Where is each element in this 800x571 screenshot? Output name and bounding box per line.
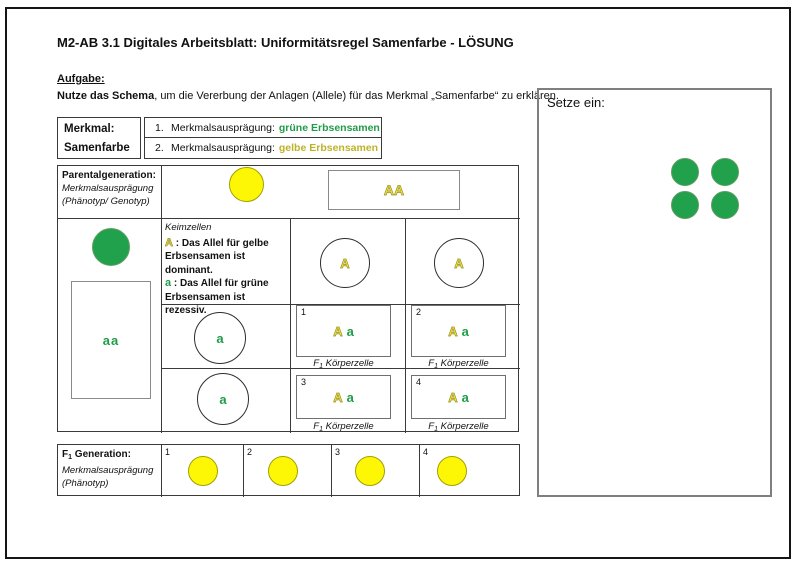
f1-title: $F_1$ Generation: <box>62 449 131 461</box>
grid-line <box>290 218 291 433</box>
grid-line <box>161 166 162 433</box>
gamete-circle-A-1[interactable] <box>320 238 370 288</box>
merkmal-items-box <box>144 117 382 159</box>
zelle-allele-a[interactable]: a <box>346 389 354 405</box>
gamete-allele-a: a <box>219 391 227 407</box>
f1-pea-yellow-3[interactable] <box>355 456 385 486</box>
merkmal-header-cell <box>57 117 141 159</box>
green-pea-token-2[interactable] <box>711 158 739 186</box>
f1-generation-table <box>57 444 520 496</box>
merkmal-value: Samenfarbe <box>64 142 130 154</box>
grid-line <box>405 218 406 433</box>
koerperzelle-caption: $F_1$ Körperzelle <box>428 421 489 433</box>
merkmal-label: Merkmal: <box>64 123 115 135</box>
legend-dominant <box>165 237 289 278</box>
setze-ein-title: Setze ein: <box>547 95 605 110</box>
legend-recessive-text: : Das Allel für grüne Erbsensamen ist rezessiv. <box>165 278 269 316</box>
green-pea-token-1[interactable] <box>671 158 699 186</box>
zelle-allele-a[interactable]: a <box>346 323 354 339</box>
gamete-allele-A: A <box>454 255 464 271</box>
grid-line <box>161 445 162 497</box>
legend-recessive <box>165 277 289 318</box>
green-pea-token-3[interactable] <box>671 191 699 219</box>
task-text-rest: , um die Vererbung der Anlagen (Allele) für das Merkmal „Samenfarbe“ zu erklären. <box>154 90 559 102</box>
parental-pea-yellow <box>229 167 264 202</box>
keimzellen-legend <box>165 221 289 318</box>
parental-title: Parentalgeneration: <box>62 170 156 181</box>
grid-line <box>243 445 244 497</box>
worksheet-title: M2-AB 3.1 Digitales Arbeitsblatt: Uniformitätsregel Samenfarbe - LÖSUNG <box>57 35 514 50</box>
zelle-allele-A[interactable]: A <box>333 389 343 405</box>
task-heading: Aufgabe: <box>57 73 105 85</box>
item-label: Merkmalsausprägung: <box>171 121 275 134</box>
parental-pea-green <box>92 228 130 266</box>
parental-sub1: Merkmalsausprägung <box>62 183 154 194</box>
trait-value-yellow: gelbe Erbsensamen <box>278 142 379 154</box>
parental-genotype-box[interactable] <box>328 170 460 210</box>
genotype-aa[interactable]: aa <box>102 332 120 348</box>
f1-cell-number: 1 <box>165 447 171 457</box>
f1-cell-number: 4 <box>423 447 429 457</box>
f1-pea-yellow-1[interactable] <box>188 456 218 486</box>
green-genotype-box[interactable] <box>71 281 151 399</box>
green-pea-token-4[interactable] <box>711 191 739 219</box>
setze-ein-panel <box>537 88 772 497</box>
gamete-circle-A-2[interactable] <box>434 238 484 288</box>
zelle-allele-A[interactable]: A <box>448 389 458 405</box>
koerperzelle-box-2[interactable] <box>411 305 506 357</box>
keimzellen-heading: Keimzellen <box>165 222 212 233</box>
merkmal-item-1 <box>145 118 381 138</box>
gamete-circle-a-1[interactable] <box>194 312 246 364</box>
item-label: Merkmalsausprägung: <box>171 142 275 154</box>
f1-cell-number: 2 <box>247 447 253 457</box>
zelle-allele-a[interactable]: a <box>461 323 469 339</box>
legend-dominant-text: : Das Allel für gelbe Erbsensamen ist dominant. <box>165 237 269 276</box>
f1-pea-yellow-4[interactable] <box>437 456 467 486</box>
koerperzelle-caption: $F_1$ Körperzelle <box>313 421 374 433</box>
item-number: 2. <box>155 142 164 154</box>
allele-a-token: a <box>165 277 172 289</box>
gamete-allele-a: a <box>216 330 224 346</box>
grid-line <box>419 445 420 497</box>
koerperzelle-caption: $F_1$ Körperzelle <box>428 358 489 370</box>
f1-sub2: (Phänotyp) <box>62 478 109 489</box>
merkmal-item-2 <box>145 138 381 158</box>
task-text-bold: Nutze das Schema <box>57 90 155 102</box>
zelle-allele-A[interactable]: A <box>448 323 458 339</box>
item-number: 1. <box>155 121 164 134</box>
koerperzelle-box-4[interactable] <box>411 375 506 419</box>
zelle-number: 4 <box>416 377 422 387</box>
parental-sub2: (Phänotyp/ Genotyp) <box>62 196 150 207</box>
zelle-number: 2 <box>416 307 422 317</box>
f1-pea-yellow-2[interactable] <box>268 456 298 486</box>
zelle-allele-A[interactable]: A <box>333 323 343 339</box>
koerperzelle-caption: $F_1$ Körperzelle <box>313 358 374 370</box>
grid-line <box>331 445 332 497</box>
parental-header-cell <box>58 166 160 208</box>
zelle-number: 1 <box>301 307 307 317</box>
f1-sub1: Merkmalsausprägung <box>62 465 154 476</box>
zelle-number: 3 <box>301 377 307 387</box>
genotype-AA[interactable]: AA <box>383 182 405 198</box>
f1-header-cell <box>58 445 160 490</box>
gamete-circle-a-2[interactable] <box>197 373 249 425</box>
allele-A-token: A <box>165 236 173 249</box>
schema-table <box>57 165 519 432</box>
trait-value-green: grüne Erbsensamen <box>278 121 380 134</box>
grid-line <box>58 218 520 219</box>
koerperzelle-box-1[interactable] <box>296 305 391 357</box>
task-text <box>57 90 559 102</box>
koerperzelle-box-3[interactable] <box>296 375 391 419</box>
gamete-allele-A: A <box>340 255 350 271</box>
f1-cell-number: 3 <box>335 447 341 457</box>
zelle-allele-a[interactable]: a <box>461 389 469 405</box>
